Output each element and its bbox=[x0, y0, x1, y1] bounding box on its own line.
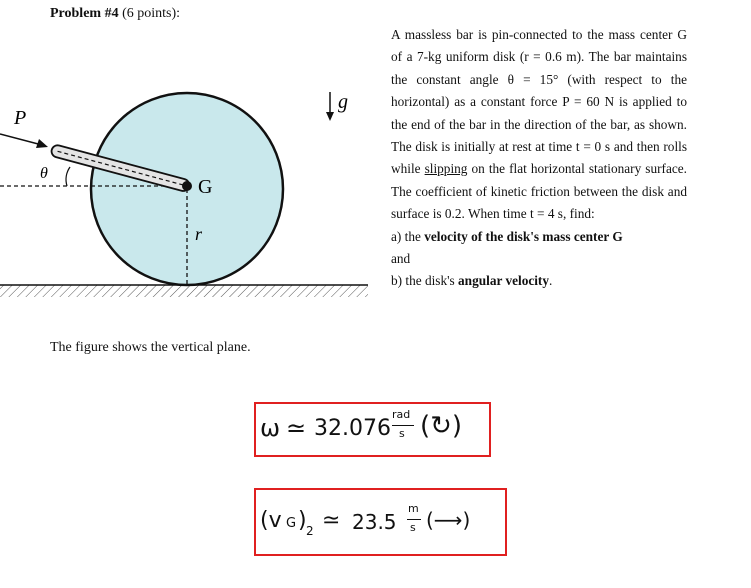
answer-box-velocity bbox=[254, 488, 507, 556]
force-arrowhead bbox=[36, 139, 48, 148]
label-g: g bbox=[338, 91, 348, 113]
omega-direction: (↻) bbox=[420, 411, 463, 441]
gravity-arrowhead bbox=[326, 112, 334, 121]
label-r: r bbox=[195, 224, 203, 244]
label-P: P bbox=[14, 107, 27, 129]
omega-unit-den: s bbox=[399, 427, 405, 440]
velocity-value: 23.5 bbox=[352, 510, 397, 534]
angle-arc bbox=[66, 167, 70, 186]
omega-fraction-bar bbox=[392, 425, 414, 426]
problem-points: (6 points): bbox=[122, 6, 181, 21]
omega-value: 32.076 bbox=[314, 416, 391, 441]
problem-number: Problem #4 bbox=[50, 6, 119, 21]
part-a-emphasis: velocity of the disk's mass center G bbox=[424, 228, 623, 244]
velocity-direction: (⟶) bbox=[426, 508, 471, 532]
omega-unit-num: rad bbox=[392, 408, 411, 421]
velocity-fraction-bar bbox=[407, 519, 421, 520]
velocity-unit-num: m bbox=[408, 502, 419, 515]
velocity-subscript: G bbox=[286, 516, 297, 531]
force-arrow bbox=[0, 134, 42, 145]
label-G: G bbox=[198, 176, 213, 198]
velocity-symbol: (v bbox=[260, 508, 282, 533]
velocity-subscript-2: 2 bbox=[306, 524, 314, 538]
slipping-emphasis: slipping bbox=[424, 161, 468, 177]
velocity-close: ) bbox=[298, 508, 307, 533]
problem-figure bbox=[0, 0, 380, 330]
velocity-unit-den: s bbox=[410, 521, 416, 534]
ground-hatch bbox=[0, 285, 368, 297]
omega-symbol: ω bbox=[260, 414, 281, 442]
figure-caption: The figure shows the vertical plane. bbox=[50, 340, 251, 355]
velocity-approx: ≃ bbox=[322, 508, 341, 533]
pin-G bbox=[182, 181, 192, 191]
label-theta: θ bbox=[40, 165, 48, 182]
omega-approx: ≃ bbox=[286, 414, 307, 442]
problem-statement: A massless bar is pin-connected to the mass center G of a 7-kg uniform disk (r = 0.6 m). The bar maintains the constant angle θ = 15° (with respect to the horizontal) as a constant force P = 60 N is applied to the end of the bar in the direction of the bar, as shown. The disk is initially at rest at time t = 0 s and then rolls while slipping on the flat horizontal stationary surface. The coefficient of kinetic friction between the disk and surface is 0.2. When time t = 4 s, find: a) the velocity of the disk's mass center G and b) the disk's angular velocity. bbox=[391, 27, 688, 289]
answer-box-omega bbox=[254, 402, 491, 457]
part-b-emphasis: angular velocity bbox=[458, 273, 550, 289]
